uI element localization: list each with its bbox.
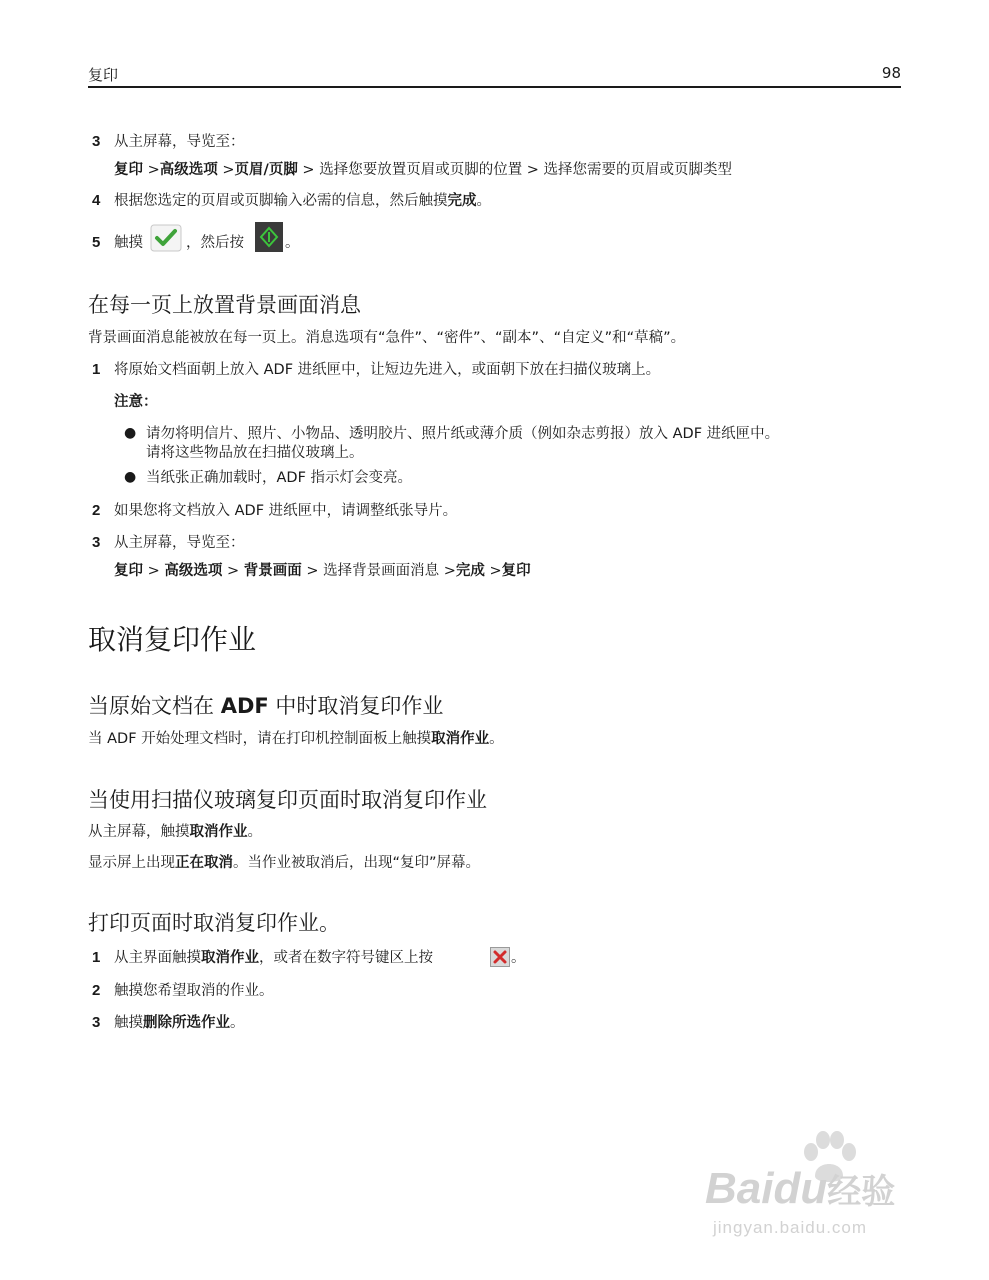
text-run: 。 [247, 824, 262, 840]
path-item: 复印 [501, 563, 531, 579]
path-separator: > 选择背景画面消息 > [301, 563, 456, 579]
step-text-mid: ，然后按 [186, 235, 244, 251]
step-number: 5 [92, 234, 101, 251]
text-run: 。当作业被取消后，出现“复印”屏幕。 [233, 855, 481, 871]
note-label: 注意： [114, 394, 158, 410]
path-item: 页眉/页脚 [234, 162, 298, 178]
text-run: ，或者在数字符号键区上按 [259, 950, 433, 966]
text-run: 显示屏上出现 [88, 855, 175, 871]
text-run: 触摸 [114, 1015, 143, 1031]
paragraph [88, 730, 504, 748]
text-run: 从主界面触摸 [114, 950, 201, 966]
step-number: 2 [92, 502, 101, 519]
text-run: 。 [230, 1015, 245, 1031]
step-text [114, 949, 433, 967]
step-text: 触摸您希望取消的作业。 [114, 983, 274, 999]
watermark-brand: Bai [705, 1164, 774, 1213]
step-number: 1 [92, 949, 101, 966]
path-separator: > [217, 162, 235, 178]
watermark-brand-du: du [773, 1164, 828, 1213]
path-tail: > 选择您要放置页眉或页脚的位置 > 选择您需要的页眉或页脚类型 [297, 162, 733, 178]
navigation-path [114, 562, 531, 580]
path-separator: > [143, 563, 165, 579]
text-run: 根据您选定的页眉或页脚输入必需的信息，然后触摸 [114, 193, 448, 209]
bullet-dot: ● [124, 425, 137, 441]
ui-term: 取消作业 [201, 950, 259, 966]
stop-icon [490, 947, 510, 967]
header-section-title: 复印 [88, 66, 119, 84]
text-run: 从主屏幕，触摸 [88, 824, 190, 840]
ui-term: 完成 [447, 193, 477, 209]
section-heading: 打印页面时取消复印作业。 [88, 911, 340, 935]
section-heading: 在每一页上放置背景画面消息 [88, 293, 361, 317]
header-divider [88, 86, 901, 88]
watermark-cn: 经验 [827, 1173, 896, 1211]
step-number: 3 [92, 1014, 101, 1031]
path-item: 完成 [455, 563, 485, 579]
step-text: 从主屏幕，导览至： [114, 535, 245, 551]
bullet-text: 请将这些物品放在扫描仪玻璃上。 [146, 445, 364, 461]
step-text-post: 。 [285, 235, 300, 251]
watermark [705, 1130, 935, 1240]
text-run: 。 [476, 193, 491, 209]
ui-term: 删除所选作业 [143, 1015, 230, 1031]
section-heading [88, 690, 443, 720]
ui-term: 取消作业 [431, 731, 490, 747]
bullet-text: 当纸张正确加载时，ADF 指示灯会变亮。 [146, 470, 413, 486]
checkmark-icon [150, 224, 182, 252]
heading-run: 中时取消复印作业 [268, 694, 444, 718]
step-text-pre: 触摸 [114, 235, 143, 251]
path-separator: > [484, 563, 502, 579]
watermark-url: jingyan.baidu.com [713, 1218, 868, 1237]
bullet-dot: ● [124, 469, 137, 485]
step-number: 4 [92, 192, 101, 209]
section-intro: 背景画面消息能被放在每一页上。消息选项有“急件”、“密件”、“副本”、“自定义”和“草稿”。 [88, 330, 686, 346]
section-heading: 当使用扫描仪玻璃复印页面时取消复印作业 [88, 788, 487, 812]
page-number: 98 [881, 64, 901, 82]
start-icon [255, 222, 283, 252]
step-text: 如果您将文档放入 ADF 进纸匣中，请调整纸张导片。 [114, 503, 458, 519]
path-item: 复印 [114, 563, 143, 579]
path-separator: > [222, 563, 244, 579]
text-run: 当 ADF 开始处理文档时，请在打印机控制面板上触摸 [88, 731, 432, 747]
step-number: 1 [92, 361, 101, 378]
step-text [114, 192, 491, 210]
chapter-heading: 取消复印作业 [88, 623, 257, 656]
step-text: 将原始文档面朝上放入 ADF 进纸匣中，让短边先进入，或面朝下放在扫描仪玻璃上。 [114, 362, 661, 378]
ui-term: 取消作业 [189, 824, 248, 840]
bullet-text: 请勿将明信片、照片、小物品、透明胶片、照片纸或薄介质（例如杂志剪报）放入 ADF 进纸匣中。 [146, 426, 780, 442]
step-number: 2 [92, 982, 101, 999]
path-item: 复印 [114, 162, 143, 178]
heading-run: 当原始文档在 [88, 694, 221, 718]
navigation-path [114, 161, 732, 179]
ui-term: 正在取消 [175, 855, 233, 871]
step-number: 3 [92, 534, 101, 551]
step-text: 从主屏幕，导览至： [114, 134, 245, 150]
step-text-end: 。 [511, 950, 526, 966]
path-item: 高级选项 [164, 563, 223, 579]
path-separator: > [143, 162, 160, 178]
text-run: 。 [489, 731, 504, 747]
step-text [114, 1014, 245, 1032]
paragraph [88, 823, 262, 841]
path-item: 背景画面 [243, 563, 302, 579]
step-number: 3 [92, 133, 101, 150]
paragraph [88, 854, 480, 872]
path-item: 高级选项 [159, 162, 218, 178]
heading-run: ADF [220, 694, 269, 718]
